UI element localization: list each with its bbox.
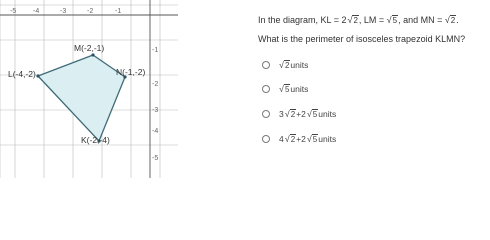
radical-sign-icon: √	[284, 133, 290, 144]
y-tick-label: -4	[152, 128, 159, 135]
radical-sign-icon: √	[306, 133, 312, 144]
radicand: 2	[290, 134, 296, 144]
option-units: units	[318, 134, 337, 144]
point-label-n: N(-1,-2)	[116, 67, 146, 77]
stem-coefficient: 2	[341, 15, 347, 25]
option-units: units	[290, 60, 309, 70]
option-units: units	[290, 84, 309, 94]
y-tick-label: -3	[152, 107, 159, 114]
y-tick-label: -2	[152, 81, 159, 88]
radicand: 2	[284, 60, 290, 70]
option-radical	[307, 109, 318, 120]
x-tick-label: -5	[10, 8, 17, 15]
radical-sign-icon: √	[306, 108, 312, 119]
option-operator: +	[296, 109, 302, 119]
option-units: units	[318, 109, 337, 119]
radicand: 2	[290, 109, 296, 119]
radical-sign-icon: √	[284, 108, 290, 119]
radicand: 5	[312, 134, 318, 144]
answer-option-1[interactable]	[262, 59, 308, 71]
radical-sign-icon: √	[279, 59, 284, 70]
option-radical	[307, 134, 318, 145]
radio-button[interactable]	[262, 61, 270, 69]
x-tick-label: -3	[60, 8, 67, 15]
y-tick-label: -5	[152, 155, 159, 162]
radicand: 5	[284, 84, 290, 94]
question-stem	[258, 14, 486, 26]
radical-sign-icon: √	[279, 83, 284, 94]
radio-button[interactable]	[262, 135, 270, 143]
radicand: 5	[312, 109, 318, 119]
option-coefficient: 2	[301, 109, 306, 119]
point-label-m: M(-2,-1)	[74, 43, 105, 53]
radicand: 2	[450, 16, 456, 25]
lm-radical	[387, 15, 398, 26]
stem-text: , and MN =	[398, 15, 445, 25]
answer-option-4[interactable]	[262, 133, 336, 145]
radicand: 5	[392, 16, 398, 25]
y-tick-label: -1	[152, 47, 159, 54]
radio-button[interactable]	[262, 110, 270, 118]
coordinate-grid	[0, 0, 178, 178]
vertex-l-dot	[36, 74, 39, 77]
x-tick-label: -1	[115, 8, 122, 15]
point-label-l: L(-4,-2)	[8, 69, 36, 79]
kl-radical	[347, 15, 358, 26]
question-prompt: What is the perimeter of isosceles trapezoid KLMN?	[258, 34, 466, 44]
radio-button[interactable]	[262, 85, 270, 93]
question-panel	[258, 14, 486, 45]
stem-text: In the diagram, KL =	[258, 15, 342, 25]
radicand: 2	[353, 16, 358, 25]
stem-text: .	[456, 15, 459, 25]
answer-option-2[interactable]	[262, 83, 308, 95]
option-radical	[285, 134, 296, 145]
option-coefficient: 3	[279, 109, 284, 119]
option-operator: +	[296, 134, 302, 144]
option-coefficient: 2	[301, 134, 306, 144]
radical-sign-icon: √	[347, 15, 353, 25]
option-radical	[279, 60, 290, 71]
x-tick-label: -2	[87, 8, 94, 15]
vertex-m-dot	[91, 53, 94, 56]
answer-option-3[interactable]	[262, 108, 336, 120]
x-tick-label: -4	[33, 8, 40, 15]
radical-sign-icon: √	[386, 15, 392, 25]
option-radical	[279, 84, 290, 95]
option-radical	[285, 109, 296, 120]
point-label-k: K(-2,-4)	[81, 135, 110, 145]
trapezoid-klmn	[38, 55, 125, 141]
option-coefficient: 4	[279, 134, 284, 144]
stem-text: , LM =	[358, 15, 387, 25]
radical-sign-icon: √	[444, 15, 450, 25]
mn-radical	[445, 15, 456, 26]
